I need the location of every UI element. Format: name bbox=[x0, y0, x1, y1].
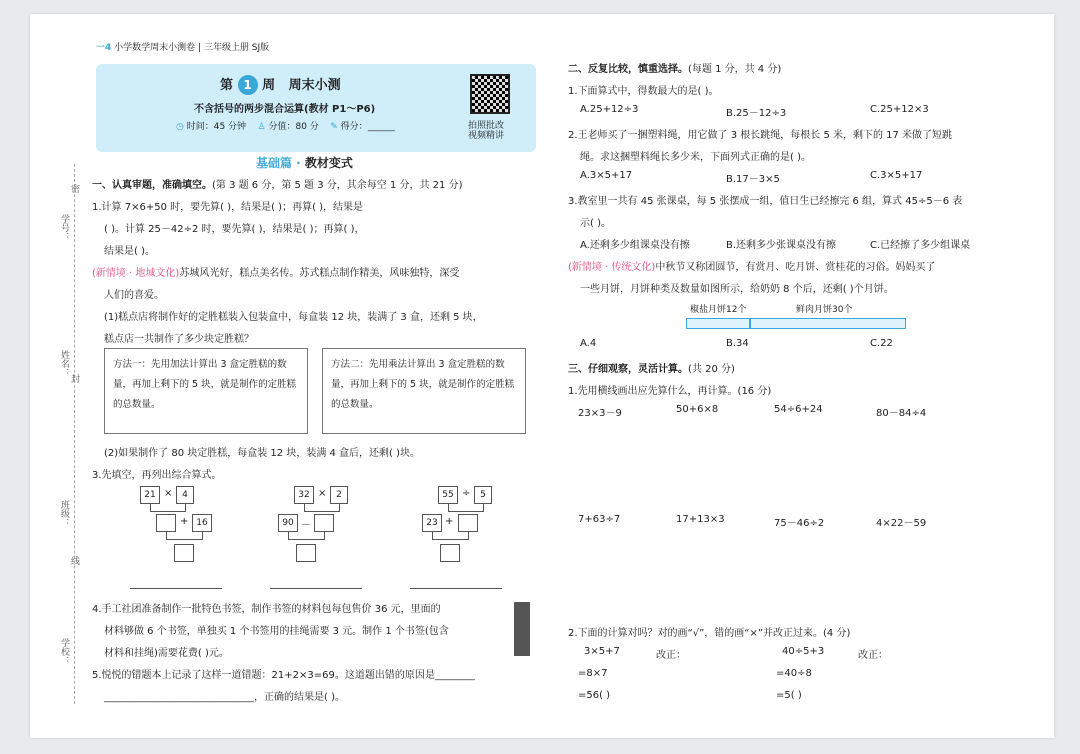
bar-label-2: 鲜肉月饼30个 bbox=[796, 305, 853, 315]
part2-title: 二、反复比较，慎重选择。 bbox=[568, 64, 688, 75]
method-two-box bbox=[322, 348, 526, 434]
part1-note: (第 3 题 6 分，第 5 题 3 分，其余每空 1 分，共 21 分) bbox=[212, 180, 463, 191]
section-part2: 教材变式 bbox=[304, 156, 353, 170]
tree1-b: 4 bbox=[176, 486, 194, 504]
part1-heading bbox=[92, 176, 462, 191]
check2-line2: =40÷8 bbox=[776, 668, 812, 679]
r2-q1-option-a[interactable]: A.25+12÷3 bbox=[580, 104, 639, 115]
check2-line1: 40÷5+3 bbox=[782, 646, 825, 657]
side-class: 班级： bbox=[59, 500, 69, 527]
r3-q2: 2.下面的计算对吗？对的画“√”，错的画“×”并改正过来。(4 分) bbox=[568, 628, 851, 639]
calc-4[interactable]: 80－84÷4 bbox=[876, 408, 927, 419]
tree3-blank-1[interactable] bbox=[458, 514, 478, 532]
r2-q3-option-c[interactable]: C.已经擦了多少组课桌 bbox=[870, 240, 971, 251]
tree3-join bbox=[448, 511, 484, 512]
r2-q4-option-c[interactable]: C.22 bbox=[870, 338, 893, 349]
tree1-op1: × bbox=[164, 488, 173, 499]
part3-note: (共 20 分) bbox=[688, 364, 735, 375]
week-prefix: 第 bbox=[220, 78, 234, 93]
banner-subtitle: 不含括号的两步混合运算(教材 P1～P6) bbox=[194, 104, 376, 115]
worksheet-page bbox=[30, 14, 1054, 738]
tree2-b: 2 bbox=[330, 486, 348, 504]
r2-q4-line1 bbox=[568, 258, 935, 273]
tree2-blank-1[interactable] bbox=[314, 514, 334, 532]
tree3-answer-line[interactable] bbox=[410, 588, 502, 589]
week-suffix: 周 bbox=[262, 78, 276, 93]
calc-8[interactable]: 4×22－59 bbox=[876, 518, 927, 529]
q4-line1: 4.手工社团准备制作一批特色书签，制作书签的材料包每包售价 36 元，里面的 bbox=[92, 604, 441, 615]
score-got: 得分： bbox=[340, 122, 368, 132]
check1-fix-label: 改正： bbox=[656, 650, 686, 661]
binding-line bbox=[74, 164, 75, 704]
pen-icon: ✎ bbox=[330, 122, 338, 132]
q5-line1: 5.悦悦的错题本上记录了这样一道错题：21+2×3=69。这道题出错的原因是________ bbox=[92, 670, 475, 681]
q1-line3: 结果是( )。 bbox=[104, 246, 155, 257]
tree1-blank-1[interactable] bbox=[156, 514, 176, 532]
r2-q1: 1.下面算式中，得数最大的是( )。 bbox=[568, 86, 719, 97]
header-series: 小学数学周末小测卷 bbox=[114, 43, 196, 53]
r2-q2-option-a[interactable]: A.3×5+17 bbox=[580, 170, 633, 181]
q4-line3: 材料和挂绳)需要花费( )元。 bbox=[104, 648, 229, 659]
r2-q3-option-a[interactable]: A.还剩多少组课桌没有擦 bbox=[580, 240, 690, 251]
tree1-op2: + bbox=[180, 516, 189, 527]
banner-meta: ◷ 时间：45 分钟 ♙ 分值：80 分 ✎ 得分：______ bbox=[176, 122, 395, 132]
q2-tag: (新情境 · 地域文化) bbox=[92, 268, 180, 279]
tree3-op2: + bbox=[445, 516, 454, 527]
tree1-c: 16 bbox=[192, 514, 212, 532]
header-bar: 一4 小学数学周末小测卷 | 三年级上册 SJ版 bbox=[96, 43, 270, 53]
part3-heading bbox=[568, 360, 735, 375]
check2-line3[interactable]: =5( ) bbox=[776, 690, 802, 701]
r2-q2-option-c[interactable]: C.3×5+17 bbox=[870, 170, 923, 181]
part3-title: 三、仔细观察，灵活计算。 bbox=[568, 364, 688, 375]
r2-q4-option-b[interactable]: B.34 bbox=[726, 338, 749, 349]
check1-line2: =8×7 bbox=[578, 668, 608, 679]
q2-part2: (2)如果制作了 80 块定胜糕，每盒装 12 块，装满 4 盒后，还剩( )块。 bbox=[104, 448, 421, 459]
tree2-op2: － bbox=[301, 520, 311, 531]
tree3-a: 55 bbox=[438, 486, 458, 504]
side-name: 姓名： bbox=[59, 350, 69, 377]
r2-q3-line1: 3.教室里一共有 45 张课桌，每 5 张摆成一组，值日生已经擦完 6 组，算式 45÷5－6 表 bbox=[568, 196, 963, 207]
calc-3[interactable]: 54÷6+24 bbox=[774, 404, 823, 415]
check1-line3[interactable]: =56( ) bbox=[578, 690, 611, 701]
qr-label-2: 视频精讲 bbox=[468, 131, 505, 141]
r2-q3-line2: 示( )。 bbox=[580, 218, 611, 229]
q2-part1b: 糕点店一共制作了多少块定胜糕？ bbox=[104, 334, 254, 345]
calc-6[interactable]: 17+13×3 bbox=[676, 514, 725, 525]
tree3-b: 5 bbox=[474, 486, 492, 504]
tree2-join bbox=[304, 511, 340, 512]
r2-q4-line2: 一些月饼，月饼种类及数量如图所示，给奶奶 8 个后，还剩( )个月饼。 bbox=[580, 284, 894, 295]
tree2-a: 32 bbox=[294, 486, 314, 504]
calc-1[interactable]: 23×3－9 bbox=[578, 408, 622, 419]
side-seal-2: 封 bbox=[69, 374, 79, 383]
r2-q4-option-a[interactable]: A.4 bbox=[580, 338, 597, 349]
tree1-answer-line[interactable] bbox=[130, 588, 222, 589]
q2-line2: 人们的喜爱。 bbox=[104, 290, 164, 301]
calc-2[interactable]: 50+6×8 bbox=[676, 404, 719, 415]
mooncake-bar-meat bbox=[750, 318, 906, 329]
r3-q1: 1.先用横线画出应先算什么，再计算。(16 分) bbox=[568, 386, 772, 397]
tree3-blank-2[interactable] bbox=[440, 544, 460, 562]
tree1-a: 21 bbox=[140, 486, 160, 504]
header-grade: 三年级上册 SJ版 bbox=[203, 43, 270, 53]
part2-note: (每题 1 分，共 4 分) bbox=[688, 64, 782, 75]
banner-title: 周末小测 bbox=[288, 78, 341, 93]
q2-text: 苏城风光好，糕点美名传。苏式糕点制作精美，风味独特，深受 bbox=[179, 268, 460, 279]
r2-q2-line1: 2.王老师买了一捆塑料绳，用它做了 3 根长跳绳，每根长 5 米，剩下的 17 米做了短跳 bbox=[568, 130, 953, 141]
clock-icon: ◷ bbox=[176, 122, 184, 132]
q2-part1a: (1)糕点店将制作好的定胜糕装入包装盒中，每盒装 12 块，装满了 3 盒，还剩 5 块， bbox=[104, 312, 483, 323]
r2-q1-option-b[interactable]: B.25－12÷3 bbox=[726, 108, 787, 119]
q1-line2: ( )。计算 25－42÷2 时，要先算( )，结果是( )；再算( )， bbox=[104, 224, 365, 235]
method-one-box bbox=[104, 348, 308, 434]
qr-label-1: 拍照批改 bbox=[468, 121, 505, 131]
section-part1: 基础篇 · bbox=[256, 156, 305, 170]
week-title bbox=[220, 74, 341, 95]
part2-heading bbox=[568, 60, 781, 75]
tree2-answer-line[interactable] bbox=[270, 588, 362, 589]
header-tag: 一4 bbox=[96, 43, 112, 53]
tree2-blank-2[interactable] bbox=[296, 544, 316, 562]
person-icon: ♙ bbox=[257, 122, 266, 132]
check2-fix-label: 改正： bbox=[858, 650, 888, 661]
q4-line2: 材料够做 6 个书签，单独买 1 个书签用的挂绳需要 3 元。制作 1 个书签(包含 bbox=[104, 626, 449, 637]
week-number: 1 bbox=[238, 75, 258, 95]
total-score: 分值：80 分 bbox=[268, 122, 319, 132]
side-seal-3: 线 bbox=[69, 556, 79, 565]
r2-q2-option-b[interactable]: B.17－3×5 bbox=[726, 174, 780, 185]
r2-q3-option-b[interactable]: B.还剩多少张课桌没有擦 bbox=[726, 240, 837, 251]
section-title bbox=[256, 154, 353, 171]
bookmark-illustration bbox=[514, 602, 530, 656]
time-limit: 时间：45 分钟 bbox=[186, 122, 247, 132]
tree3-join2 bbox=[432, 539, 469, 540]
r2-q1-option-c[interactable]: C.25+12×3 bbox=[870, 104, 929, 115]
r2-q4-text: 中秋节又称团圆节，有赏月、吃月饼、赏桂花的习俗。妈妈买了 bbox=[655, 262, 936, 273]
q2-line1 bbox=[92, 264, 459, 279]
method-two-text: 方法二：先用乘法计算出 3 盒定胜糕的数量，再加上剩下的 5 块，就是制作的定胜糕的总数量。 bbox=[331, 359, 515, 410]
q5-line2: ______________________________，正确的结果是( )。 bbox=[104, 692, 345, 703]
tree2-op1: × bbox=[318, 488, 327, 499]
r2-q2-line2: 绳。求这捆塑料绳长多少米，下面列式正确的是( )。 bbox=[580, 152, 811, 163]
method-one-text: 方法一：先用加法计算出 3 盒定胜糕的数量，再加上剩下的 5 块，就是制作的定胜糕的总数量。 bbox=[113, 359, 297, 410]
tree1-join2 bbox=[166, 539, 203, 540]
tree2-c: 90 bbox=[278, 514, 298, 532]
tree1-blank-2[interactable] bbox=[174, 544, 194, 562]
tree1-join bbox=[150, 511, 186, 512]
side-student-id: 学号： bbox=[59, 214, 69, 241]
r2-q4-tag: (新情境 · 传统文化) bbox=[568, 262, 656, 273]
side-seal-1: 密 bbox=[69, 184, 79, 193]
part1-title: 一、认真审题，准确填空。 bbox=[92, 180, 212, 191]
tree3-c: 23 bbox=[422, 514, 442, 532]
calc-7[interactable]: 75－46÷2 bbox=[774, 518, 825, 529]
tree3-op1: ÷ bbox=[462, 488, 471, 499]
q1-line1: 1.计算 7×6+50 时，要先算( )，结果是( )；再算( )，结果是 bbox=[92, 202, 364, 213]
bar-label-1: 椒盐月饼12个 bbox=[690, 305, 747, 315]
qr-code-icon[interactable] bbox=[470, 74, 510, 114]
q3-heading: 3.先填空，再列出综合算式。 bbox=[92, 470, 222, 481]
mooncake-bar-salt bbox=[686, 318, 750, 329]
tree2-join2 bbox=[288, 539, 325, 540]
check1-line1: 3×5+7 bbox=[584, 646, 620, 657]
calc-5[interactable]: 7+63÷7 bbox=[578, 514, 621, 525]
side-school: 学校： bbox=[59, 638, 69, 665]
